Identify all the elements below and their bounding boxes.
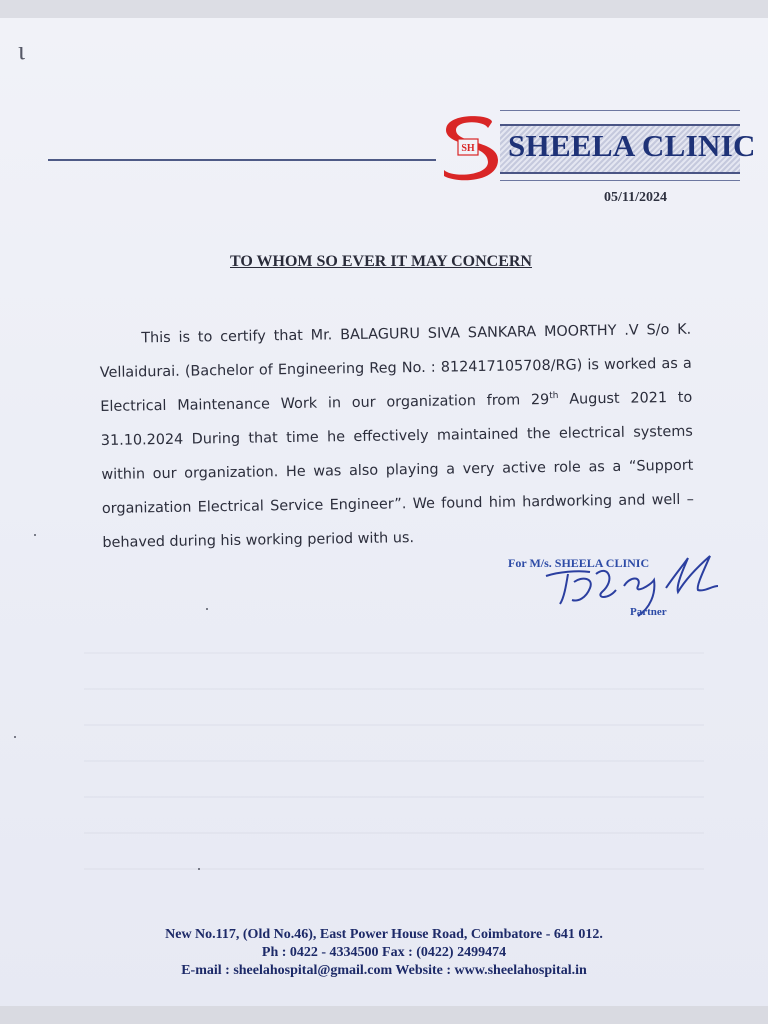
corner-mark: ι xyxy=(18,36,25,65)
speck xyxy=(34,534,36,536)
letterhead-rule xyxy=(48,159,436,161)
letter-body xyxy=(99,313,695,560)
signature-for-line: For M/s. SHEELA CLINIC xyxy=(508,556,650,570)
bleed-through-texture xyxy=(84,618,704,878)
speck xyxy=(14,736,16,738)
page-edge-shadow xyxy=(0,1006,768,1024)
header-line-bottom xyxy=(500,180,740,181)
logo-letters: SH xyxy=(461,143,475,154)
signature-role: Partner xyxy=(630,606,667,618)
body-paragraph xyxy=(99,313,695,560)
body-superscript: th xyxy=(549,390,559,402)
footer-address: New No.117, (Old No.46), East Power House Road, Coimbatore - 641 012. xyxy=(165,927,603,942)
letter-heading: TO WHOM SO EVER IT MAY CONCERN xyxy=(230,253,532,270)
letterhead-footer xyxy=(0,926,768,980)
clinic-logo-icon xyxy=(438,112,500,182)
speck xyxy=(206,608,208,610)
body-part-2: August 2021 to 31.10.2024 During that time he effectively maintained the electrical systems within our organization. He was also playing a very active role as a “Support organization Electrical Service Engineer”. We found him hardworking and well – behaved during his working period with us. xyxy=(100,389,694,551)
footer-contact: E-mail : sheelahospital@gmail.com Website : www.sheelahospital.in xyxy=(181,963,587,978)
footer-phone: Ph : 0422 - 4334500 Fax : (0422) 2499474 xyxy=(261,945,507,960)
clinic-name: SHEELA CLINIC xyxy=(508,128,756,163)
speck xyxy=(198,868,200,870)
body-part-1: This is to certify that Mr. BALAGURU SIVA SANKARA MOORTHY .V S/o K. Vellaidurai. (Bachelor of Engineering Reg No. : 812417105708/RG) is worked as a Electrical Maintenance Work in our organization from 29 xyxy=(99,321,692,415)
letter-date: 05/11/2024 xyxy=(604,190,668,205)
letter-page xyxy=(0,18,768,1006)
header-line-top xyxy=(500,110,740,111)
